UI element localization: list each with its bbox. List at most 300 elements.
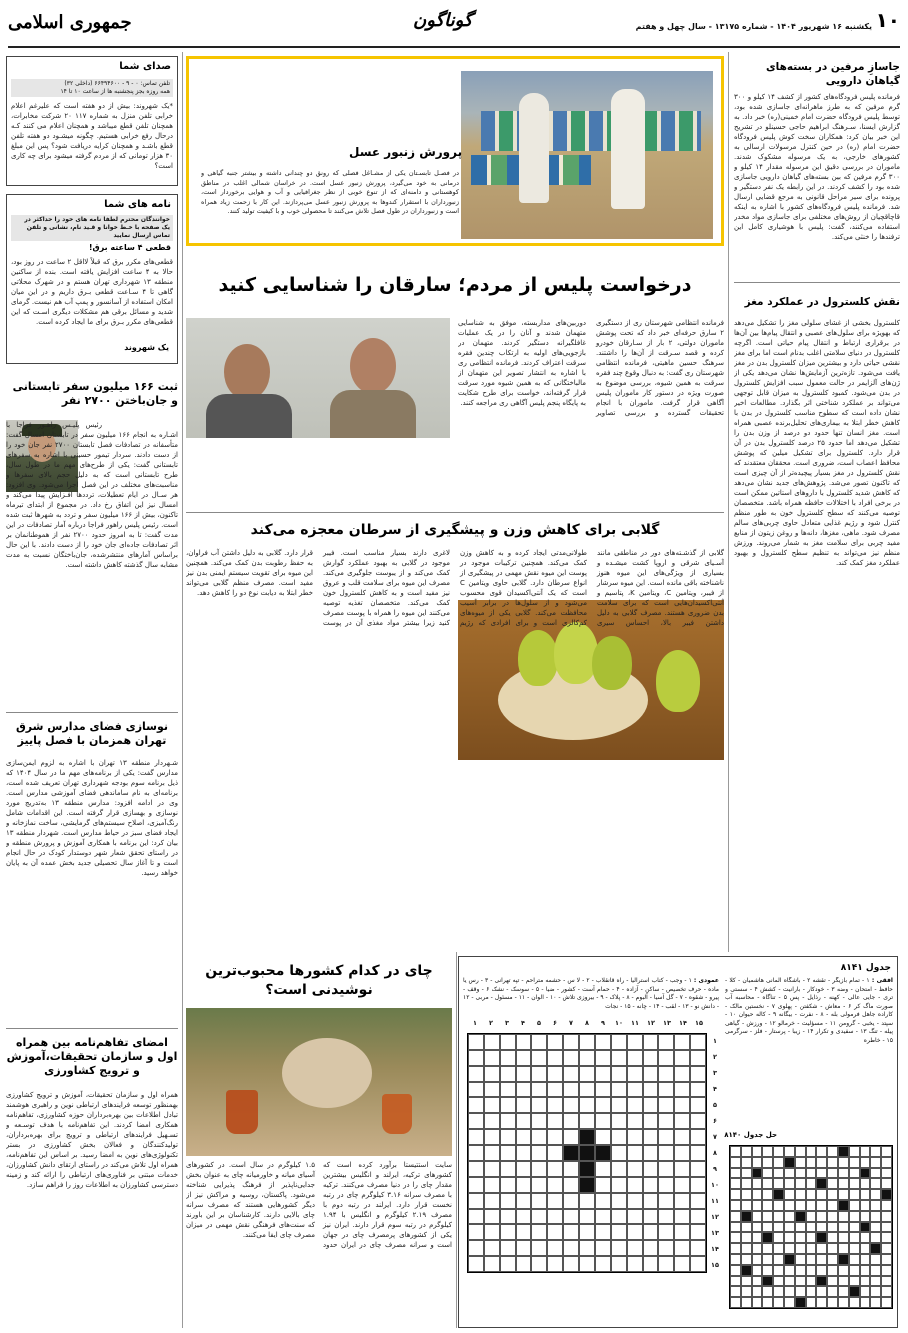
solution-cell: [827, 1189, 838, 1200]
crossword-cell[interactable]: [595, 1034, 611, 1050]
crossword-cell[interactable]: [611, 1082, 627, 1098]
crossword-cell[interactable]: [674, 1193, 690, 1209]
crossword-cell[interactable]: [643, 1256, 659, 1272]
crossword-cell[interactable]: [500, 1082, 516, 1098]
solution-cell: [795, 1146, 806, 1157]
crossword-cell[interactable]: [547, 1193, 563, 1209]
solution-cell: [784, 1168, 795, 1179]
crossword-box: [458, 956, 898, 1328]
crossword-cell[interactable]: [547, 1082, 563, 1098]
crossword-cell[interactable]: [690, 1034, 706, 1050]
solution-cell: [816, 1254, 827, 1265]
crossword-cell[interactable]: [484, 1113, 500, 1129]
solution-cell: [881, 1243, 892, 1254]
crossword-cell[interactable]: [690, 1161, 706, 1177]
solution-cell: [795, 1265, 806, 1276]
crossword-cell[interactable]: [611, 1034, 627, 1050]
crossword-cell[interactable]: [516, 1082, 532, 1098]
crossword-cell[interactable]: [595, 1209, 611, 1225]
crossword-cell[interactable]: [674, 1113, 690, 1129]
crossword-cell[interactable]: [484, 1050, 500, 1066]
crossword-cell[interactable]: [563, 1193, 579, 1209]
crossword-cell[interactable]: [484, 1256, 500, 1272]
crossword-cell[interactable]: [531, 1256, 547, 1272]
crossword-cell[interactable]: [627, 1256, 643, 1272]
crossword-cell[interactable]: [690, 1082, 706, 1098]
crossword-cell[interactable]: [579, 1097, 595, 1113]
crossword-cell[interactable]: [500, 1256, 516, 1272]
crossword-cell[interactable]: [516, 1129, 532, 1145]
crossword-cell[interactable]: [484, 1224, 500, 1240]
crossword-cell[interactable]: [468, 1066, 484, 1082]
crossword-cell[interactable]: [674, 1177, 690, 1193]
crossword-cell[interactable]: [468, 1240, 484, 1256]
crossword-cell[interactable]: [531, 1066, 547, 1082]
crossword-column-number: ۴: [521, 1019, 525, 1027]
crossword-cell[interactable]: [500, 1177, 516, 1193]
crossword-cell[interactable]: [643, 1097, 659, 1113]
crossword-cell[interactable]: [611, 1209, 627, 1225]
solution-cell: [881, 1189, 892, 1200]
crossword-cell[interactable]: [579, 1209, 595, 1225]
crossword-cell[interactable]: [484, 1034, 500, 1050]
solution-cell: [838, 1211, 849, 1222]
solution-cell: [752, 1265, 763, 1276]
honey-caption: در فصـل تابسـتان یکی از مشـاغل فصلی که رونق دو چندانی داشته و بیشتر جنبه گیاهی و درمانی به خود می‌گیرد، پرورش زنبور عسل است. در خراسان شمالی اغلب در مناطق کوهستانی و دامنه‌ای که از تنوع خوبی از نظر جغرافیایی و آب و هوایی برخوردار است، زنبورداران با استقرار کندوها به پرورش زنبور عسل می‌پردازند. این کار با زحمت زیاد همراه است و زنبورداران در طول فصل تلاش می‌کنند تا محصولی خوب و با کیفیت تولید کنند.: [201, 169, 459, 215]
crossword-cell[interactable]: [516, 1161, 532, 1177]
crossword-row-number: ۷: [713, 1133, 717, 1141]
solution-cell: [838, 1243, 849, 1254]
crossword-cell[interactable]: [643, 1050, 659, 1066]
crossword-cell[interactable]: [579, 1224, 595, 1240]
crossword-row-number: ۱۲: [711, 1213, 719, 1221]
crossword-cell[interactable]: [531, 1034, 547, 1050]
crossword-cell[interactable]: [690, 1129, 706, 1145]
crossword-column-number: ۱۱: [631, 1019, 639, 1027]
solution-cell: [860, 1286, 871, 1297]
crossword-cell[interactable]: [516, 1224, 532, 1240]
crossword-cell[interactable]: [690, 1240, 706, 1256]
crossword-cell[interactable]: [468, 1145, 484, 1161]
crossword-cell[interactable]: [500, 1209, 516, 1225]
crossword-cell[interactable]: [595, 1066, 611, 1082]
crossword-cell[interactable]: [674, 1066, 690, 1082]
crossword-cell[interactable]: [531, 1129, 547, 1145]
solution-cell: [816, 1265, 827, 1276]
crossword-cell[interactable]: [563, 1113, 579, 1129]
crossword-cell[interactable]: [500, 1240, 516, 1256]
crossword-cell[interactable]: [658, 1256, 674, 1272]
crossword-cell[interactable]: [563, 1209, 579, 1225]
crossword-cell[interactable]: [500, 1066, 516, 1082]
solution-cell: [860, 1200, 871, 1211]
crossword-column-number: ۱۵: [695, 1019, 703, 1027]
crossword-cell[interactable]: [468, 1082, 484, 1098]
crossword-cell[interactable]: [658, 1113, 674, 1129]
crossword-cell[interactable]: [643, 1066, 659, 1082]
crossword-cell[interactable]: [627, 1145, 643, 1161]
crossword-cell[interactable]: [690, 1066, 706, 1082]
solution-cell: [762, 1286, 773, 1297]
crossword-cell[interactable]: [500, 1113, 516, 1129]
crossword-cell[interactable]: [500, 1161, 516, 1177]
thieves-text: فرمانده انتظامی شهرستان ری از دستگیری ۲ سارق حرفه‌ای خبر داد که تحت پوشش ماموران دولتی، ۲ بار از سـارقان خودرو کرده و قصد سـرقت از آن‌ها را داشتند. سرهنگ حسین ماهیتی، فرمانده انتظامی شهرستان ری گفت: به دنبال وقوع چند فقره سرقت به همین شیوه، بررسی موضوع به صورت ویژه در دستور کار ماموران پلیس آگاهی قرار گرفت. ماموران با انجام تحقیقات گسترده و بررسی تصاویر دوربین‌های مداربسته، موفق به شناسایی متهمان شدند و آنان را در یک عملیات غافلگیرانه دستگیر کردند. متهمان در بازجویی‌های اولیه به ارتکاب چندین فقره سرقت اعتراف کردند. فرمانده انتظامی ری با اشاره به انتشار تصویر این متهمان از مالباختگانی که به همین شیوه مورد سرقت قرار گرفته‌اند، خواست برای طرح شکایت به پایگاه پنجم پلیس آگاهی ری مراجعه کنند.: [458, 319, 724, 417]
crossword-cell[interactable]: [595, 1193, 611, 1209]
crossword-cell[interactable]: [547, 1209, 563, 1225]
crossword-column-number: ۱۳: [663, 1019, 671, 1027]
crossword-cell[interactable]: [627, 1034, 643, 1050]
crossword-cell[interactable]: [516, 1193, 532, 1209]
crossword-cell[interactable]: [531, 1177, 547, 1193]
crossword-cell[interactable]: [547, 1066, 563, 1082]
crossword-cell[interactable]: [627, 1113, 643, 1129]
crossword-cell[interactable]: [563, 1177, 579, 1193]
solution-cell: [881, 1211, 892, 1222]
crossword-cell[interactable]: [579, 1193, 595, 1209]
crossword-cell[interactable]: [627, 1240, 643, 1256]
crossword-cell[interactable]: [579, 1240, 595, 1256]
solution-cell: [784, 1189, 795, 1200]
solution-cell: [870, 1189, 881, 1200]
crossword-cell[interactable]: [658, 1224, 674, 1240]
crossword-cell[interactable]: [500, 1145, 516, 1161]
crossword-cell[interactable]: [643, 1161, 659, 1177]
solution-cell: [730, 1232, 741, 1243]
crossword-cell[interactable]: [579, 1129, 595, 1145]
solution-cell: [784, 1146, 795, 1157]
crossword-cell[interactable]: [516, 1113, 532, 1129]
crossword-cell[interactable]: [484, 1193, 500, 1209]
crossword-cell[interactable]: [690, 1113, 706, 1129]
crossword-cell[interactable]: [595, 1097, 611, 1113]
crossword-cell[interactable]: [595, 1129, 611, 1145]
crossword-cell[interactable]: [595, 1050, 611, 1066]
crossword-cell[interactable]: [516, 1240, 532, 1256]
crossword-cell[interactable]: [611, 1224, 627, 1240]
crossword-cell[interactable]: [484, 1240, 500, 1256]
crossword-cell[interactable]: [611, 1193, 627, 1209]
crossword-cell[interactable]: [643, 1145, 659, 1161]
crossword-cell[interactable]: [531, 1113, 547, 1129]
crossword-cell[interactable]: [516, 1256, 532, 1272]
crossword-cell[interactable]: [484, 1066, 500, 1082]
crossword-cell[interactable]: [579, 1034, 595, 1050]
solution-cell: [773, 1157, 784, 1168]
crossword-cell[interactable]: [531, 1209, 547, 1225]
thieves-text-cont: [186, 444, 450, 504]
crossword-cell[interactable]: [627, 1066, 643, 1082]
crossword-cell[interactable]: [547, 1256, 563, 1272]
crossword-cell[interactable]: [658, 1129, 674, 1145]
crossword-cell[interactable]: [595, 1224, 611, 1240]
crossword-cell[interactable]: [611, 1145, 627, 1161]
crossword-cell[interactable]: [658, 1161, 674, 1177]
crossword-column-number: ۶: [553, 1019, 557, 1027]
solution-cell: [730, 1222, 741, 1233]
honey-box: [186, 56, 724, 246]
crossword-cell[interactable]: [674, 1082, 690, 1098]
crossword-cell[interactable]: [674, 1145, 690, 1161]
solution-cell: [827, 1265, 838, 1276]
crossword-cell[interactable]: [484, 1082, 500, 1098]
crossword-cell[interactable]: [595, 1256, 611, 1272]
crossword-cell[interactable]: [563, 1097, 579, 1113]
crossword-cell[interactable]: [500, 1193, 516, 1209]
crossword-cell[interactable]: [484, 1129, 500, 1145]
crossword-cell[interactable]: [500, 1050, 516, 1066]
crossword-cell[interactable]: [468, 1177, 484, 1193]
solution-cell: [827, 1178, 838, 1189]
crossword-cell[interactable]: [627, 1224, 643, 1240]
crossword-cell[interactable]: [658, 1177, 674, 1193]
crossword-row-number: ۱۵: [711, 1261, 719, 1269]
solution-cell: [881, 1157, 892, 1168]
crossword-cell[interactable]: [595, 1113, 611, 1129]
crossword-cell[interactable]: [627, 1209, 643, 1225]
crossword-cell[interactable]: [563, 1066, 579, 1082]
crossword-cell[interactable]: [658, 1145, 674, 1161]
crossword-cell[interactable]: [579, 1050, 595, 1066]
crossword-cell[interactable]: [516, 1034, 532, 1050]
crossword-cell[interactable]: [643, 1224, 659, 1240]
crossword-cell[interactable]: [611, 1097, 627, 1113]
crossword-cell[interactable]: [516, 1066, 532, 1082]
crossword-cell[interactable]: [563, 1145, 579, 1161]
crossword-cell[interactable]: [643, 1129, 659, 1145]
solution-cell: [730, 1286, 741, 1297]
crossword-cell[interactable]: [690, 1224, 706, 1240]
crossword-cell[interactable]: [531, 1050, 547, 1066]
crossword-cell[interactable]: [595, 1082, 611, 1098]
crossword-cell[interactable]: [595, 1161, 611, 1177]
crossword-cell[interactable]: [468, 1193, 484, 1209]
crossword-cell[interactable]: [611, 1113, 627, 1129]
crossword-cell[interactable]: [547, 1224, 563, 1240]
solution-cell: [860, 1189, 871, 1200]
crossword-column-number: ۳: [505, 1019, 509, 1027]
crossword-cell[interactable]: [627, 1082, 643, 1098]
crossword-cell[interactable]: [547, 1034, 563, 1050]
crossword-cell[interactable]: [484, 1145, 500, 1161]
crossword-cell[interactable]: [579, 1161, 595, 1177]
crossword-cell[interactable]: [563, 1050, 579, 1066]
crossword-cell[interactable]: [531, 1193, 547, 1209]
crossword-cell[interactable]: [547, 1240, 563, 1256]
crossword-cell[interactable]: [500, 1034, 516, 1050]
crossword-cell[interactable]: [674, 1209, 690, 1225]
crossword-cell[interactable]: [516, 1050, 532, 1066]
solution-cell: [816, 1200, 827, 1211]
crossword-cell[interactable]: [516, 1209, 532, 1225]
crossword-cell[interactable]: [468, 1209, 484, 1225]
crossword-cell[interactable]: [531, 1145, 547, 1161]
solution-cell: [870, 1211, 881, 1222]
solution-cell: [870, 1200, 881, 1211]
crossword-cell[interactable]: [611, 1256, 627, 1272]
crossword-cell[interactable]: [547, 1050, 563, 1066]
solution-cell: [827, 1254, 838, 1265]
crossword-cell[interactable]: [579, 1256, 595, 1272]
horizontal-label: افقی :: [871, 977, 893, 984]
crossword-cell[interactable]: [595, 1240, 611, 1256]
solution-cell: [773, 1254, 784, 1265]
crossword-cell[interactable]: [500, 1129, 516, 1145]
saffron-title: جاسازِ مرفین در بسته‌های گیاهان دارویی: [766, 61, 900, 87]
solution-cell: [741, 1211, 752, 1222]
crossword-cell[interactable]: [531, 1224, 547, 1240]
crossword-cell[interactable]: [468, 1050, 484, 1066]
crossword-cell[interactable]: [611, 1066, 627, 1082]
crossword-cell[interactable]: [643, 1034, 659, 1050]
letters-item-text: قطعی‌های مکرر برق که قبلاً لااقل ۲ ساعت در روز بود، حالا به ۴ ساعت افزایش یافته است. بنده از ساکنین منطقه ۱۳ شهرداری تهران هستم و در شهرک محلاتی گاهی تا ۴ سـاعت قطعی بـرق داریم و در این میان امکان استفاده از آسانسور و پمپ آب هم نیست. گرمای شدید و مسائل برقی هم مشکلات دیگری اسـت که این قطعی‌های مکرر بـرق برای ما ایجاد کرده است.: [11, 258, 173, 326]
crossword-cell[interactable]: [595, 1177, 611, 1193]
crossword-cell[interactable]: [658, 1034, 674, 1050]
solution-cell: [849, 1232, 860, 1243]
crossword-cell[interactable]: [627, 1177, 643, 1193]
crossword-cell[interactable]: [658, 1209, 674, 1225]
crossword-cell[interactable]: [595, 1145, 611, 1161]
crossword-cell[interactable]: [627, 1050, 643, 1066]
crossword-cell[interactable]: [531, 1240, 547, 1256]
crossword-cell[interactable]: [547, 1161, 563, 1177]
crossword-cell[interactable]: [563, 1082, 579, 1098]
crossword-grid[interactable]: [467, 1033, 707, 1273]
solution-cell: [870, 1168, 881, 1179]
crossword-cell[interactable]: [627, 1129, 643, 1145]
crossword-cell[interactable]: [658, 1097, 674, 1113]
crossword-cell[interactable]: [468, 1224, 484, 1240]
crossword-cell[interactable]: [674, 1129, 690, 1145]
crossword-cell[interactable]: [531, 1097, 547, 1113]
crossword-cell[interactable]: [658, 1082, 674, 1098]
crossword-cell[interactable]: [611, 1050, 627, 1066]
solution-cell: [784, 1157, 795, 1168]
crossword-cell[interactable]: [643, 1113, 659, 1129]
solution-cell: [762, 1222, 773, 1233]
masthead: [8, 8, 900, 44]
crossword-cell[interactable]: [690, 1193, 706, 1209]
crossword-cell[interactable]: [674, 1224, 690, 1240]
crossword-cell[interactable]: [468, 1129, 484, 1145]
crossword-cell[interactable]: [674, 1240, 690, 1256]
crossword-cell[interactable]: [468, 1113, 484, 1129]
crossword-cell[interactable]: [468, 1034, 484, 1050]
crossword-cell[interactable]: [547, 1113, 563, 1129]
crossword-cell[interactable]: [658, 1240, 674, 1256]
crossword-cell[interactable]: [468, 1161, 484, 1177]
crossword-cell[interactable]: [690, 1256, 706, 1272]
crossword-cell[interactable]: [563, 1034, 579, 1050]
crossword-cell[interactable]: [579, 1082, 595, 1098]
crossword-cell[interactable]: [643, 1209, 659, 1225]
crossword-cell[interactable]: [674, 1256, 690, 1272]
solution-cell: [762, 1297, 773, 1308]
crossword-cell[interactable]: [516, 1177, 532, 1193]
solution-cell: [741, 1189, 752, 1200]
crossword-cell[interactable]: [484, 1097, 500, 1113]
crossword-row-number: ۹: [713, 1165, 717, 1173]
crossword-cell[interactable]: [547, 1177, 563, 1193]
solution-cell: [752, 1157, 763, 1168]
crossword-cell[interactable]: [627, 1097, 643, 1113]
crossword-cell[interactable]: [690, 1050, 706, 1066]
crossword-cell[interactable]: [643, 1082, 659, 1098]
crossword-cell[interactable]: [563, 1161, 579, 1177]
crossword-cell[interactable]: [674, 1161, 690, 1177]
crossword-cell[interactable]: [563, 1129, 579, 1145]
crossword-cell[interactable]: [611, 1240, 627, 1256]
crossword-cell[interactable]: [611, 1161, 627, 1177]
crossword-cell[interactable]: [690, 1209, 706, 1225]
crossword-cell[interactable]: [500, 1224, 516, 1240]
solution-cell: [784, 1243, 795, 1254]
sadaye-shoma-title: صدای شما: [119, 61, 171, 72]
solution-cell: [838, 1254, 849, 1265]
crossword-cell[interactable]: [611, 1129, 627, 1145]
crossword-cell[interactable]: [547, 1097, 563, 1113]
solution-cell: [881, 1200, 892, 1211]
crossword-cell[interactable]: [579, 1113, 595, 1129]
crossword-cell[interactable]: [658, 1050, 674, 1066]
crossword-cell[interactable]: [563, 1240, 579, 1256]
crossword-cell[interactable]: [674, 1050, 690, 1066]
solution-cell: [752, 1297, 763, 1308]
solution-cell: [838, 1232, 849, 1243]
crossword-cell[interactable]: [516, 1097, 532, 1113]
crossword-cell[interactable]: [627, 1161, 643, 1177]
crossword-cell[interactable]: [674, 1097, 690, 1113]
solution-cell: [870, 1243, 881, 1254]
solution-cell: [816, 1157, 827, 1168]
crossword-column-number: ۲: [489, 1019, 493, 1027]
crossword-cell[interactable]: [579, 1066, 595, 1082]
crossword-cell[interactable]: [531, 1161, 547, 1177]
crossword-cell[interactable]: [658, 1066, 674, 1082]
crossword-cell[interactable]: [563, 1224, 579, 1240]
crossword-cell[interactable]: [690, 1177, 706, 1193]
crossword-cell[interactable]: [468, 1097, 484, 1113]
solution-cell: [881, 1254, 892, 1265]
solution-cell: [773, 1265, 784, 1276]
crossword-cell[interactable]: [627, 1193, 643, 1209]
crossword-cell[interactable]: [611, 1177, 627, 1193]
crossword-cell[interactable]: [484, 1177, 500, 1193]
crossword-cell[interactable]: [643, 1193, 659, 1209]
crossword-cell[interactable]: [690, 1097, 706, 1113]
crossword-cell[interactable]: [531, 1082, 547, 1098]
crossword-cell[interactable]: [547, 1145, 563, 1161]
crossword-cell[interactable]: [674, 1034, 690, 1050]
crossword-cell[interactable]: [516, 1145, 532, 1161]
crossword-cell[interactable]: [484, 1209, 500, 1225]
crossword-cell[interactable]: [563, 1256, 579, 1272]
crossword-cell[interactable]: [500, 1097, 516, 1113]
crossword-cell[interactable]: [579, 1177, 595, 1193]
crossword-cell[interactable]: [643, 1177, 659, 1193]
crossword-cell[interactable]: [547, 1129, 563, 1145]
solution-cell: [860, 1168, 871, 1179]
crossword-column-number: ۵: [537, 1019, 541, 1027]
crossword-cell[interactable]: [690, 1145, 706, 1161]
solution-cell: [849, 1146, 860, 1157]
crossword-cell[interactable]: [484, 1161, 500, 1177]
crossword-cell[interactable]: [643, 1240, 659, 1256]
crossword-cell[interactable]: [579, 1145, 595, 1161]
solution-cell: [741, 1157, 752, 1168]
solution-cell: [741, 1232, 752, 1243]
crossword-cell[interactable]: [468, 1256, 484, 1272]
crossword-cell[interactable]: [658, 1193, 674, 1209]
